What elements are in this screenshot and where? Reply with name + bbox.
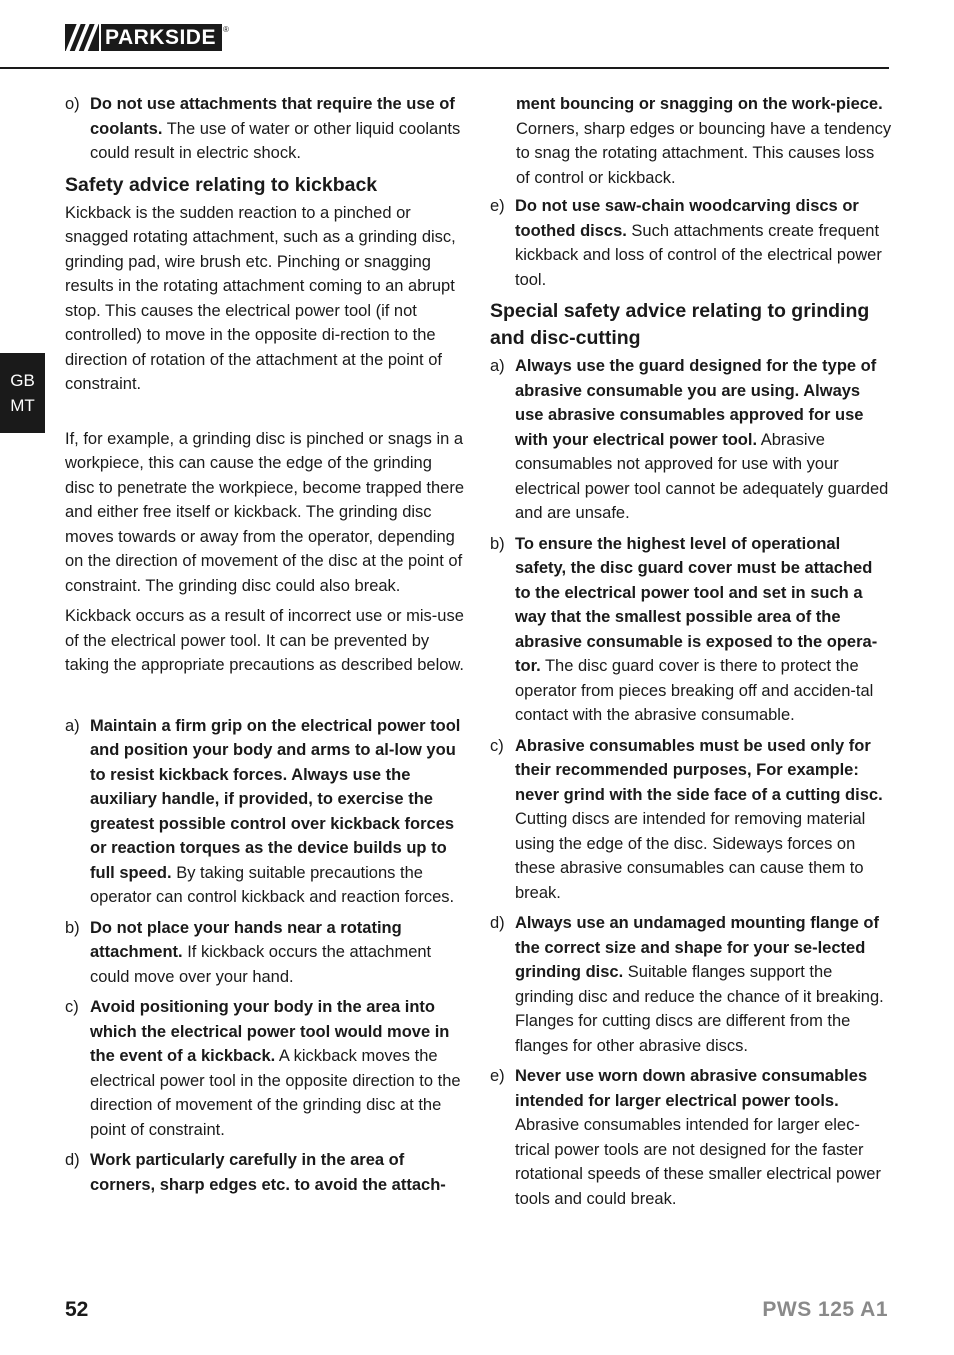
item-bold-text: Maintain a firm grip on the electrical power tool and position your body and arms to al-low you to resist kickback forces. Always use the auxiliary handle, if provided, to exercise the greatest possible control over kickback forces or reaction torques as the device builds up to full speed. [90,716,461,882]
item-body [90,714,465,910]
language-tab [0,353,45,433]
item-marker: b) [490,534,505,553]
right-column [490,92,892,1217]
item-text: Abrasive consumables not approved for use with your electrical power tool cannot be adequately guarded and are unsafe. [515,430,889,522]
item-text: By taking suitable precautions the operator can control kickback and reaction forces. [90,863,455,906]
item-text: Suitable flanges support the grinding disc and reduce the chance of it breaking. Flanges for cutting discs are different from the flanges for other abrasive discs. [515,963,884,1055]
list-item-b [65,916,465,990]
list-item-b [490,532,892,728]
logo-wordmark: PARKSIDE [99,24,222,51]
list-item-d [65,1148,465,1197]
item-body [515,194,892,292]
item-text: A kickback moves the electrical power tool in the opposite direction to the direction of movement of the grinding disc at the point of constraint. [90,1047,461,1139]
kickback-heading: Safety advice relating to kickback [65,173,378,196]
item-body [90,916,465,990]
item-bold-text: To ensure the highest level of operational safety, the disc guard cover must be attached to the electrical power tool and set in such a way that the smallest possible area of the abrasive consumable is exposed to the opera-tor. [515,534,878,675]
kickback-paragraph-3: Kickback occurs as a result of incorrect use or mis-use of the electrical power tool. It can be prevented by taking the appropriate precautions as described below. [65,607,465,674]
list-item-o [65,92,465,166]
item-marker: d) [65,1151,80,1169]
page-number: 52 [65,1298,89,1321]
item-body [515,911,892,1058]
item-text: Abrasive consumables intended for larger elec-trical power tools are not designed for the faster rotational speeds of these smaller electrical power tools and could break. [515,1116,881,1208]
list-item-d [490,911,892,1058]
item-body [90,92,465,166]
item-bold-text: Abrasive consumables must be used only for their recommended purposes, For example: never grind with the side face of a cutting disc. [515,736,883,804]
item-bold-text: Do not use saw-chain woodcarving discs or toothed discs. [515,197,859,240]
item-bold-text: Never use worn down abrasive consumables intended for larger electrical power tools. [515,1067,868,1110]
item-marker: o) [65,95,80,113]
item-bold-text: Do not use attachments that require the use of coolants. [90,95,455,138]
list-item-e [490,1064,892,1211]
item-text: If kickback occurs the attachment could move over your hand. [90,943,432,986]
model-number: PWS 125 A1 [762,1298,888,1321]
item-marker: e) [490,197,505,215]
item-body [515,532,892,728]
item-marker: d) [490,914,505,932]
item-marker: c) [65,998,79,1016]
item-body [515,1064,892,1211]
list-item-d-continued [490,92,892,190]
logo-stripes-icon [65,24,99,51]
item-body [515,734,892,906]
list-item-c [490,734,892,906]
item-marker: a) [490,357,505,375]
item-bold-text: Always use an undamaged mounting flange of the correct size and shape for your se-lected grinding disc. [515,914,879,981]
item-bold-text: ment bouncing or snagging on the work-piece. [516,95,883,113]
item-bold-text: Work particularly carefully in the area of corners, sharp edges etc. to avoid the attach- [90,1151,446,1194]
item-body [90,1148,465,1197]
item-bold-text: Always use the guard designed for the type of abrasive consumable you are using. Always use abrasive consumables approved for use with your electrical power tool. [515,357,877,449]
left-column [65,92,465,1203]
item-body [515,354,892,526]
item-bold-text: Do not place your hands near a rotating attachment. [90,918,402,961]
kickback-paragraph-2: If, for example, a grinding disc is pinched or snags in a workpiece, this can cause the edge of the grinding disc to penetrate the workpiece, become trapped there and either free itself or kickback. The grinding disc moves towards or away from the operator, depending on the direction of movement of the disc at the point of constraint. The grinding disc could also break. [65,429,464,595]
language-code-gb: GB [10,371,35,390]
list-item-a [490,354,892,526]
header-rule [0,67,889,69]
special-safety-heading: Special safety advice relating to grinding and disc-cutting [490,300,870,349]
parkside-logo [65,24,229,51]
item-body [90,995,465,1142]
item-text: The disc guard cover is there to protect the operator from pieces breaking off and acciden-tal contact with the abrasive consumable. [515,657,874,724]
kickback-paragraph-1: Kickback is the sudden reaction to a pinched or snagged rotating attachment, such as a grinding disc, grinding pad, wire brush etc. Pinching or snagging results in the rotating attachment coming to an abrupt stop. This causes the electrical power tool (if not controlled) to move in the opposite di-rection to the direction of rotation of the attachment at the point of constraint. [65,203,456,393]
list-item-c [65,995,465,1142]
item-text: Such attachments create frequent kickback and loss of control of the electrical power tool. [515,221,882,289]
item-marker: e) [490,1067,505,1085]
item-text: Corners, sharp edges or bouncing have a tendency to snag the rotating attachment. This causes loss of control or kickback. [516,119,892,187]
item-text: Cutting discs are intended for removing material using the edge of the disc. Sideways forces on these abrasive consumables can cause them to break. [515,810,866,902]
item-text: The use of water or other liquid coolants could result in electric shock. [90,119,461,162]
item-marker: b) [65,918,80,937]
list-item-a [65,714,465,910]
language-code-mt: MT [10,396,35,415]
item-marker: a) [65,716,80,735]
list-item-e [490,194,892,292]
item-marker: c) [490,736,504,755]
registered-mark: ® [222,25,229,34]
item-bold-text: Avoid positioning your body in the area into which the electrical power tool would move in the event of a kickback. [90,998,450,1065]
